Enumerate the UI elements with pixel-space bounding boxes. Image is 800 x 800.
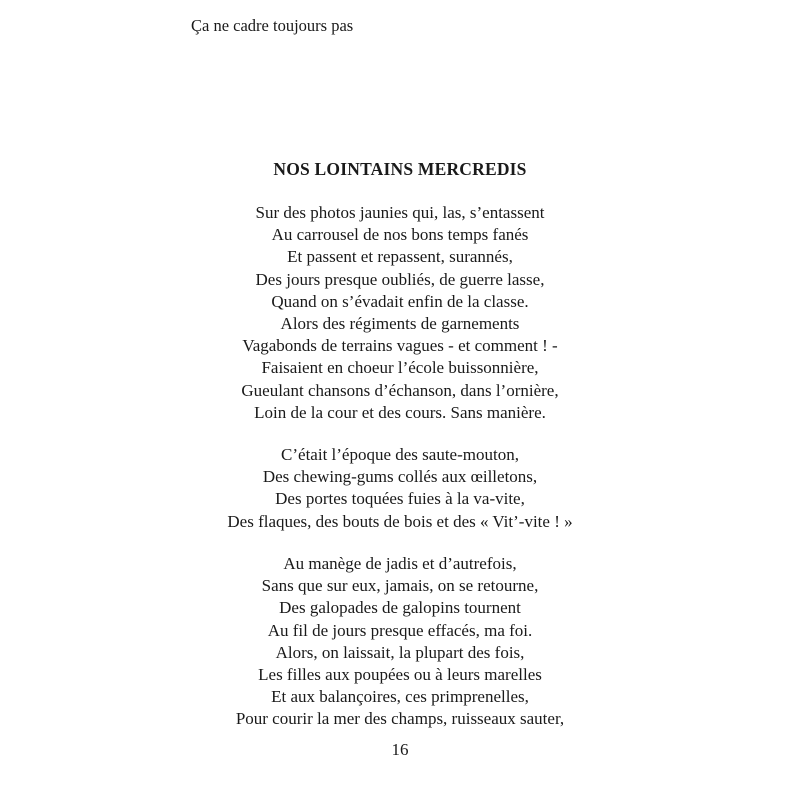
poem-line: Et passent et repassent, surannés, <box>287 247 513 267</box>
poem-line: C’était l’époque des saute-mouton, <box>281 445 519 464</box>
poem-line: Au manège de jadis et d’autrefois, <box>283 554 517 573</box>
poem-line: Sans que sur eux, jamais, on se retourne, <box>261 576 539 596</box>
poem-line: Faisaient en choeur l’école buissonnière, <box>261 358 539 378</box>
poem-line: Des portes toquées fuies à la va-vite, <box>275 489 525 509</box>
poem-title: NOS LOINTAINS MERCREDIS <box>273 159 527 179</box>
poem-line: Alors des régiments de garnements <box>280 314 520 334</box>
poem-line: Vagabonds de terrains vagues - et comment ! - <box>242 336 558 356</box>
poem-line: Des galopades de galopins tournent <box>279 598 521 618</box>
poem-line: Loin de la cour et des cours. Sans manière. <box>254 402 546 422</box>
stanza-2 <box>0 444 800 533</box>
poem-line: Quand on s’évadait enfin de la classe. <box>271 291 529 311</box>
poem-line: Au fil de jours presque effacés, ma foi. <box>267 620 533 640</box>
poem-line: Pour courir la mer des champs, ruisseaux sauter, <box>235 709 565 729</box>
poem-line: Les filles aux poupées ou à leurs marelles <box>258 665 542 685</box>
page-number: 16 <box>391 740 409 759</box>
poem-line: Au carrousel de nos bons temps fanés <box>271 225 529 245</box>
stanza-1 <box>0 202 800 424</box>
poem-line: Gueulant chansons d’échanson, dans l’ornière, <box>241 380 559 400</box>
poem-line: Alors, on laissait, la plupart des fois, <box>275 642 525 662</box>
poem-line: Sur des photos jaunies qui, las, s’entassent <box>255 203 545 222</box>
poem-line: Et aux balançoires, ces primprenelles, <box>271 687 529 707</box>
poem-line: Des flaques, des bouts de bois et des « Vit’-vite ! » <box>227 511 573 531</box>
stanza-3 <box>0 553 800 731</box>
poem-line: Des chewing-gums collés aux œilletons, <box>262 467 538 487</box>
poem-line: Des jours presque oubliés, de guerre lasse, <box>255 269 545 289</box>
running-header: Ça ne cadre toujours pas <box>191 16 354 35</box>
